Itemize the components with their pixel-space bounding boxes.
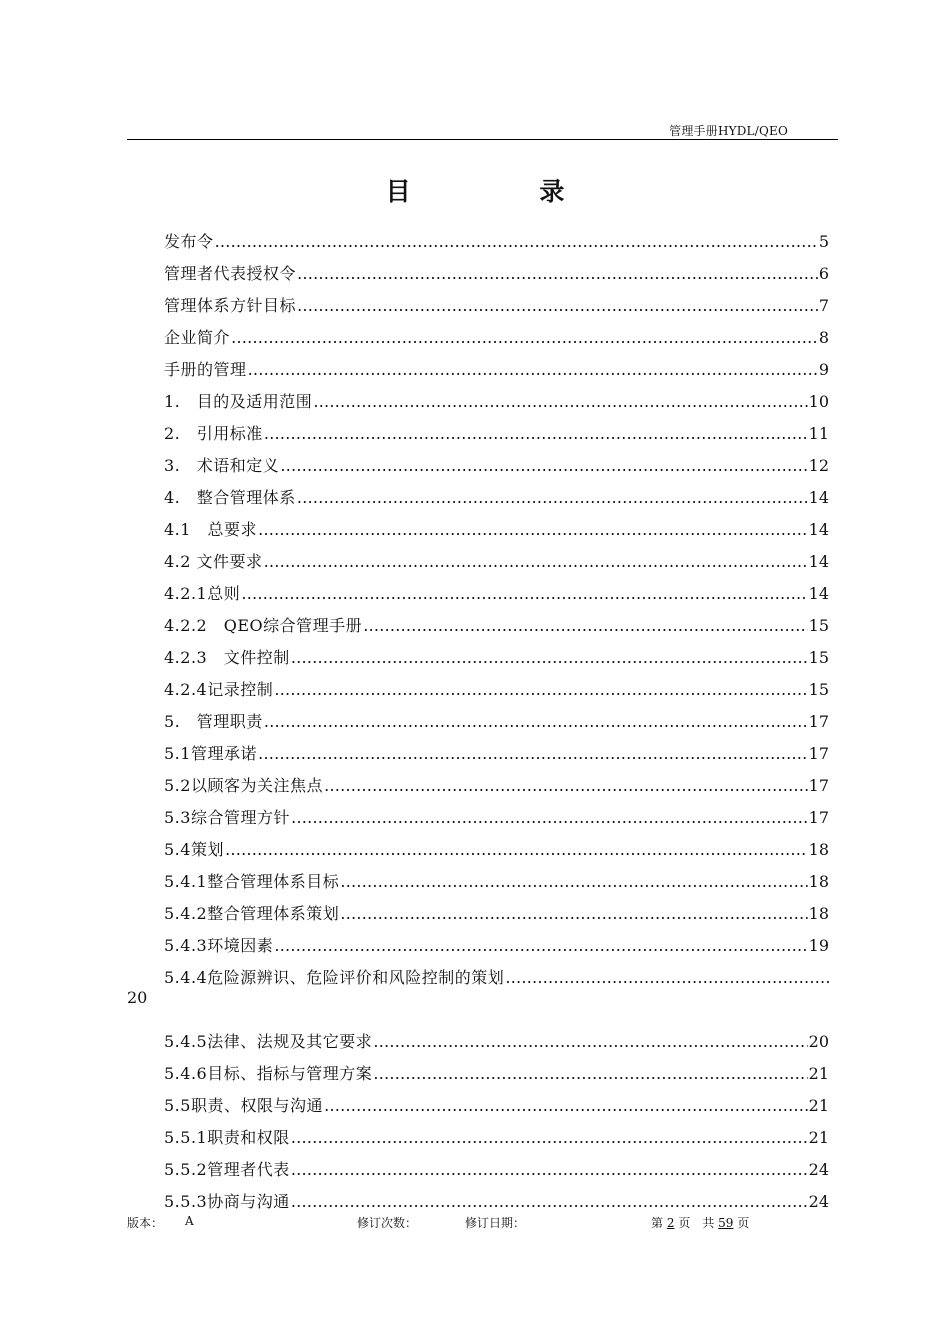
toc-entry-page: 24 — [808, 1160, 829, 1179]
toc-leader — [340, 904, 807, 924]
toc-entry[interactable] — [164, 956, 829, 988]
toc-entry[interactable] — [164, 284, 829, 316]
toc-entry-title: 5.4.1整合管理体系目标 — [164, 872, 340, 891]
toc-entry[interactable] — [164, 1148, 829, 1180]
toc-leader — [248, 360, 818, 380]
toc-entry[interactable] — [164, 604, 829, 636]
toc-entry[interactable] — [164, 444, 829, 476]
toc-entry-title: 4.2 文件要求 — [164, 552, 263, 571]
toc-leader — [274, 680, 807, 700]
toc-entry-page: 18 — [808, 872, 829, 891]
toc-entry-page: 20 — [808, 1032, 829, 1051]
toc-entry[interactable] — [164, 892, 829, 924]
toc-entry-title: 管理体系方针目标 — [164, 296, 297, 315]
toc-entry-title: 管理者代表授权令 — [164, 264, 297, 283]
toc-leader — [324, 776, 808, 796]
toc-entry[interactable] — [164, 860, 829, 892]
toc-entry-title: 5.3综合管理方针 — [164, 808, 290, 827]
toc-entry-page: 14 — [808, 488, 829, 507]
toc-entry-title: 5.5.3协商与沟通 — [164, 1192, 290, 1211]
toc-entry-page: 15 — [808, 616, 829, 635]
toc-leader — [231, 328, 818, 348]
page-title: 目 录 — [385, 177, 625, 206]
toc-entry-title: 4. 整合管理体系 — [164, 488, 296, 507]
toc-entry[interactable] — [164, 668, 829, 700]
toc-entry-page: 21 — [808, 1096, 829, 1115]
toc-entry-title: 5.5.1职责和权限 — [164, 1128, 290, 1147]
toc-entry[interactable] — [164, 316, 829, 348]
toc-entry[interactable] — [164, 764, 829, 796]
toc-leader — [297, 488, 808, 508]
footer-page-mid: 页 共 — [678, 1216, 715, 1230]
toc-entry-page: 21 — [808, 1064, 829, 1083]
toc-entry-page: 17 — [808, 744, 829, 763]
toc-entry-page: 14 — [808, 584, 829, 603]
toc-entry-page: 21 — [808, 1128, 829, 1147]
footer-page-prefix: 第 — [651, 1216, 664, 1230]
toc-leader — [291, 808, 808, 828]
toc-leader — [373, 1064, 807, 1084]
toc-leader — [291, 1160, 808, 1180]
toc-entry[interactable] — [164, 572, 829, 604]
toc-leader — [313, 392, 807, 412]
footer-revision-date-label: 修订日期： — [465, 1216, 526, 1230]
toc-entry-page: 18 — [808, 904, 829, 923]
toc-entry-page: 7 — [818, 296, 829, 315]
toc-entry-page: 24 — [808, 1192, 829, 1211]
header-text: 管理手册HYDL/QEO — [669, 124, 788, 138]
toc-entry-page: 17 — [808, 712, 829, 731]
toc-entry-page: 14 — [808, 552, 829, 571]
toc-entry-title: 3. 术语和定义 — [164, 456, 280, 475]
toc-entry-page: 10 — [808, 392, 829, 411]
footer-page-number — [651, 1214, 749, 1231]
toc-leader — [264, 424, 808, 444]
toc-entry-page: 18 — [808, 840, 829, 859]
toc-entry-title: 5.2以顾客为关注焦点 — [164, 776, 323, 795]
toc-leader — [241, 584, 807, 604]
toc-entry-title: 5.4.4危险源辨识、危险评价和风险控制的策划 — [164, 968, 505, 987]
toc-entry[interactable] — [164, 348, 829, 380]
page-footer — [127, 1214, 838, 1234]
toc-entry-page: 15 — [808, 648, 829, 667]
toc-leader — [258, 744, 808, 764]
toc-entry-title: 5.4.2整合管理体系策划 — [164, 904, 340, 923]
toc-entry-title: 企业简介 — [164, 328, 231, 347]
toc-leader — [324, 1096, 808, 1116]
toc-entry-page: 11 — [808, 424, 829, 443]
toc-leader — [340, 872, 807, 892]
toc-entry[interactable] — [164, 828, 829, 860]
toc-entry[interactable] — [164, 508, 829, 540]
toc-entry-title: 5.1管理承诺 — [164, 744, 257, 763]
toc-entry-title: 4.2.3 文件控制 — [164, 648, 290, 667]
toc-entry[interactable] — [164, 220, 829, 252]
toc-leader — [274, 936, 807, 956]
toc-entry-page: 17 — [808, 808, 829, 827]
toc-entry-page: 6 — [818, 264, 829, 283]
toc-entry[interactable] — [164, 380, 829, 412]
toc-entry-page: 19 — [808, 936, 829, 955]
toc-entry-title: 2. 引用标准 — [164, 424, 263, 443]
toc-leader — [363, 616, 808, 636]
toc-leader — [373, 1032, 807, 1052]
toc-entry[interactable] — [164, 1020, 829, 1052]
toc-entry-page: 9 — [818, 360, 829, 379]
toc-entry-title: 4.1 总要求 — [164, 520, 257, 539]
toc-entry-title: 手册的管理 — [164, 360, 247, 379]
footer-version-value: A — [185, 1214, 194, 1228]
toc-entry[interactable] — [164, 636, 829, 668]
toc-entry-page: 15 — [808, 680, 829, 699]
toc-entry-page: 17 — [808, 776, 829, 795]
toc-leader — [264, 552, 808, 572]
toc-leader — [225, 840, 808, 860]
footer-revision-count-label: 修订次数： — [357, 1216, 418, 1230]
footer-version-label: 版本： — [127, 1216, 164, 1230]
footer-page-current: 2 — [666, 1216, 675, 1230]
toc-entry[interactable] — [164, 1084, 829, 1116]
toc-leader — [297, 296, 818, 316]
toc-entry-page: 12 — [808, 456, 829, 475]
toc-leader — [280, 456, 807, 476]
toc-entry-title: 5.5职责、权限与沟通 — [164, 1096, 323, 1115]
toc-entry-page-wrapped: 20 — [127, 988, 148, 1007]
toc-entry[interactable] — [164, 540, 829, 572]
toc-entry[interactable] — [164, 1116, 829, 1148]
toc-leader — [291, 648, 808, 668]
toc-entry[interactable] — [164, 796, 829, 828]
toc-entry-title: 发布令 — [164, 232, 214, 251]
toc-leader — [215, 232, 818, 252]
toc-entry-title: 5.4.6目标、指标与管理方案 — [164, 1064, 373, 1083]
toc-entry[interactable] — [164, 252, 829, 284]
toc-entry[interactable] — [164, 1052, 829, 1084]
toc-entry-title: 4.2.1总则 — [164, 584, 241, 603]
toc-leader — [291, 1192, 808, 1212]
toc-entry[interactable] — [164, 700, 829, 732]
header-rule — [127, 139, 838, 140]
toc-entry-title: 1. 目的及适用范围 — [164, 392, 313, 411]
toc-leader — [258, 520, 808, 540]
toc-entry-page: 8 — [818, 328, 829, 347]
toc-entry-title: 4.2.2 QEO综合管理手册 — [164, 616, 363, 635]
toc-entry-page: 5 — [818, 232, 829, 251]
toc-entry[interactable] — [164, 732, 829, 764]
toc-entry[interactable] — [164, 924, 829, 956]
toc-entry-title: 4.2.4记录控制 — [164, 680, 274, 699]
toc-entry-page: 14 — [808, 520, 829, 539]
toc-entry[interactable] — [164, 476, 829, 508]
toc-entry-title: 5.4.3环境因素 — [164, 936, 274, 955]
toc-leader — [291, 1128, 808, 1148]
toc-entry[interactable] — [164, 1180, 829, 1212]
footer-page-total: 59 — [718, 1216, 734, 1230]
toc-leader — [297, 264, 818, 284]
footer-page-suffix: 页 — [737, 1216, 750, 1230]
toc-leader — [264, 712, 808, 732]
toc-entry-title: 5.5.2管理者代表 — [164, 1160, 290, 1179]
toc-leader — [505, 968, 829, 988]
toc-entry-title: 5. 管理职责 — [164, 712, 263, 731]
toc-entry[interactable] — [164, 412, 829, 444]
table-of-contents — [164, 220, 829, 1212]
toc-entry-title: 5.4策划 — [164, 840, 224, 859]
toc-entry-title: 5.4.5法律、法规及其它要求 — [164, 1032, 373, 1051]
